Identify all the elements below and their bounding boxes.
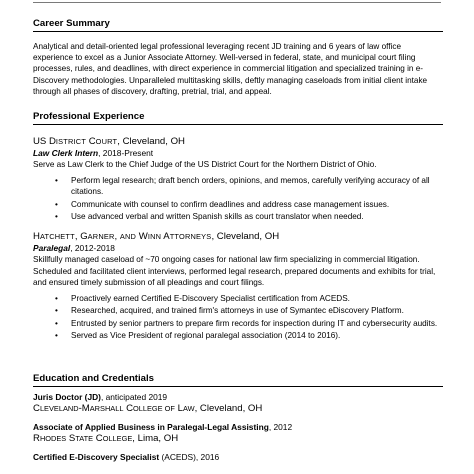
list-item: • Entrusted by senior partners to prepare firm records for inspection during IT and cybersecurity audits.: [55, 318, 438, 328]
bullet-icon: •: [55, 318, 58, 328]
list-item: • Communicate with counsel to confirm deadlines and address case management issues.: [55, 199, 390, 209]
employer-name: HATCHETT, GARNER, AND WINN ATTORNEYS, Cleveland, OH: [33, 231, 280, 243]
section-heading: Career Summary: [33, 18, 443, 32]
job-title: Law Clerk Intern: [33, 148, 99, 158]
degree-name: Certified E-Discovery Specialist: [33, 452, 160, 462]
degree-line: Juris Doctor (JD), anticipated 2019: [33, 392, 168, 402]
section-heading: Professional Experience: [33, 111, 443, 125]
list-item: • Proactively earned Certified E-Discovery Specialist certification from ACEDS.: [55, 294, 350, 303]
job-description: Serve as Law Clerk to the Chief Judge of the US District Court for the Northern District of Ohio.: [33, 160, 377, 169]
education-section: [33, 373, 443, 463]
education-item: [33, 392, 443, 415]
bullet-icon: •: [55, 331, 58, 341]
employer-name: US DISTRICT COURT, Cleveland, OH: [33, 136, 185, 147]
school-name: CLEVELAND-MARSHALL COLLEGE OF LAW, Cleveland, OH: [33, 403, 263, 414]
school-name: RHODES STATE COLLEGE, Lima, OH: [33, 433, 179, 444]
job-description: Skillfully managed caseload of ~70 ongoing cases for national law firm specializing in commercial litigation. Scheduled and facilitated client interviews, performed legal research, prepared documents and exhibits for trial, and ensured timely submission of all pleadings and court filings.: [33, 255, 436, 287]
job-entry: [33, 136, 443, 222]
degree-line: Certified E-Discovery Specialist (ACEDS), 2016: [33, 452, 220, 462]
job-bullets: [33, 293, 443, 341]
degree-name: Juris Doctor (JD): [33, 392, 101, 402]
bullet-icon: •: [55, 212, 58, 222]
degree-line: Associate of Applied Business in Paralegal-Legal Assisting, 2012: [33, 422, 293, 432]
list-item: • Researched, acquired, and trained firm's attorneys in use of Symantec eDiscovery Platform.: [55, 306, 404, 316]
list-item: • Perform legal research; draft bench orders, opinions, and memos, carefully verifying accuracy of all citations.: [55, 176, 430, 197]
job-title: Paralegal: [33, 243, 71, 254]
job-role: [33, 243, 443, 254]
list-item: • Served as Vice President of regional paralegal association (2014 to 2016).: [55, 331, 341, 341]
job-dates: , 2018-Present: [98, 148, 154, 158]
bullet-icon: •: [55, 294, 58, 303]
degree-name: Associate of Applied Business in Paralegal-Legal Assisting: [33, 422, 269, 432]
bullet-icon: •: [55, 306, 58, 316]
section-heading: Education and Credentials: [33, 373, 443, 387]
job-entry: [33, 231, 443, 341]
top-divider: [33, 2, 441, 3]
career-summary-section: [33, 18, 443, 97]
education-item: [33, 422, 443, 445]
employer-location: , Cleveland, OH: [211, 231, 280, 243]
list-item: • Use advanced verbal and written Spanish skills as court translator when needed.: [55, 212, 364, 222]
bullet-icon: •: [55, 176, 58, 186]
job-bullets: [33, 175, 443, 222]
employer-location: , Cleveland, OH: [117, 136, 185, 147]
bullet-icon: •: [55, 199, 58, 209]
education-item: [33, 452, 443, 463]
job-dates: , 2012-2018: [70, 243, 115, 254]
summary-paragraph: Analytical and detail-oriented legal professional leveraging recent JD training and 6 years of law office experience to excel as a Junior Associate Attorney. Well-versed in federal, state, and municipal court filing processes, rules, and deadlines, with direct experience in commercial litigation and specialized training in e-Discovery methodologies. Unparalleled multitasking skills, deftly managing caseloads from initial client intake through all phases of discovery, drafting, pretrial, trial, and appeal.: [33, 42, 428, 96]
job-role: [33, 148, 443, 159]
experience-section: [33, 111, 443, 343]
